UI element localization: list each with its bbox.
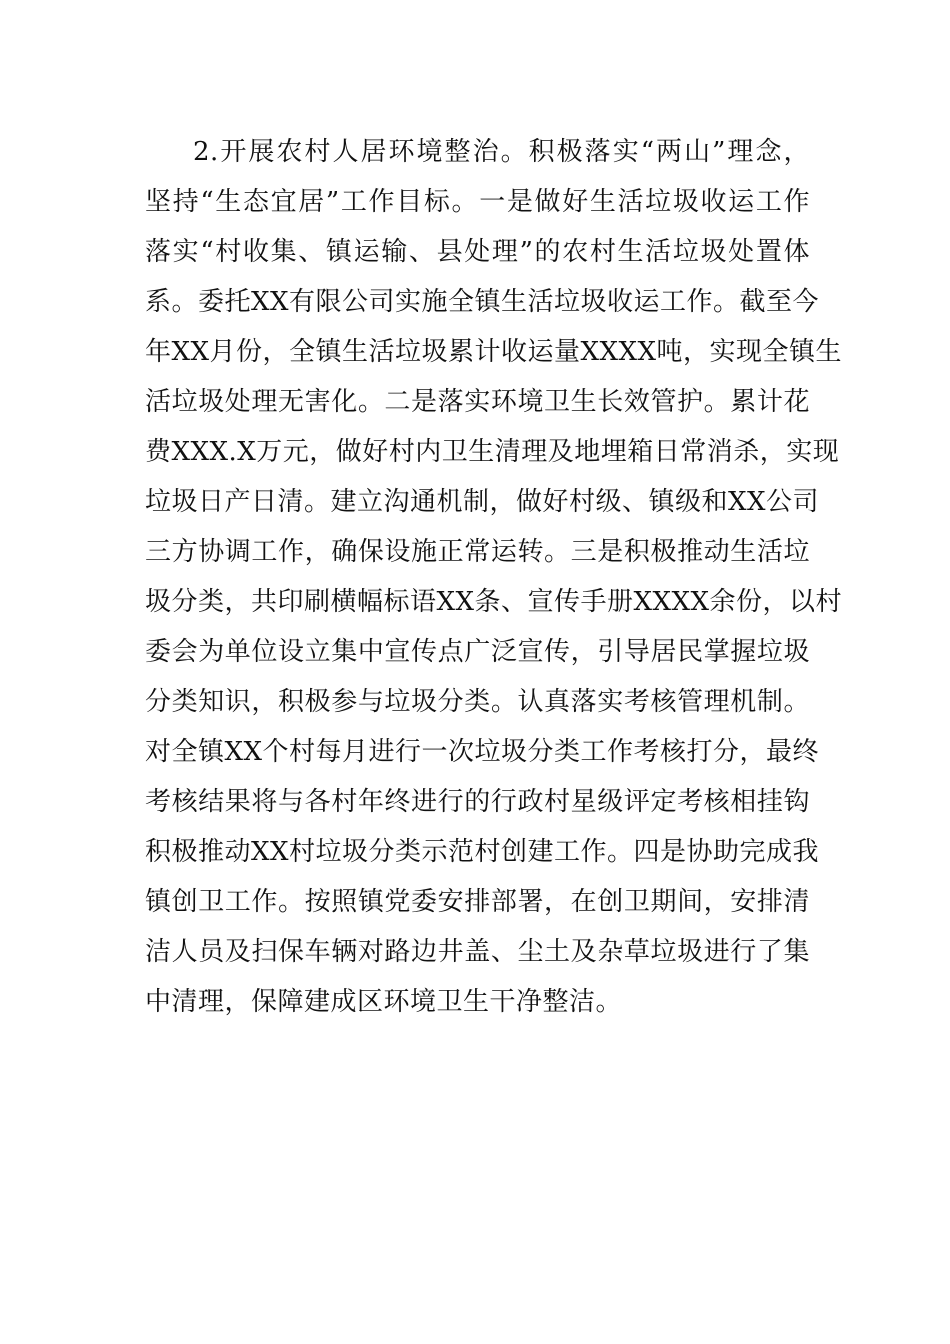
paragraph-line-2: 坚持“生态宜居”工作目标。一是做好生活垃圾收运工作 — [145, 187, 810, 217]
paragraph-line-8: 垃圾日产日清。建立沟通机制，做好村级、镇级和XX公司 — [145, 487, 820, 517]
paragraph-line-18: 中清理，保障建成区环境卫生干净整洁。 — [145, 987, 623, 1017]
paragraph-line-13: 对全镇XX个村每月进行一次垃圾分类工作考核打分，最终 — [145, 737, 820, 767]
paragraph-line-12: 分类知识，积极参与垃圾分类。认真落实考核管理机制。 — [145, 687, 810, 717]
paragraph-line-4: 系。委托XX有限公司实施全镇生活垃圾收运工作。截至今 — [145, 287, 820, 317]
paragraph-line-7: 费XXX.X万元，做好村内卫生清理及地埋箱日常消杀，实现 — [145, 437, 840, 467]
paragraph-line-1: 2.开展农村人居环境整治。积极落实“两山”理念， — [193, 137, 810, 167]
paragraph-line-11: 委会为单位设立集中宣传点广泛宣传，引导居民掌握垃圾 — [145, 637, 810, 667]
paragraph-line-5: 年XX月份，全镇生活垃圾累计收运量XXXX吨，实现全镇生 — [145, 337, 843, 367]
paragraph-line-17: 洁人员及扫保车辆对路边井盖、尘土及杂草垃圾进行了集 — [145, 937, 810, 967]
paragraph-line-6: 活垃圾处理无害化。二是落实环境卫生长效管护。累计花 — [145, 387, 810, 417]
paragraph-line-3: 落实“村收集、镇运输、县处理”的农村生活垃圾处置体 — [145, 237, 810, 267]
paragraph-line-16: 镇创卫工作。按照镇党委安排部署，在创卫期间，安排清 — [145, 887, 810, 917]
paragraph-line-10: 圾分类，共印刷横幅标语XX条、宣传手册XXXX余份，以村 — [145, 587, 843, 617]
paragraph-line-9: 三方协调工作，确保设施正常运转。三是积极推动生活垃 — [145, 537, 810, 567]
paragraph-line-14: 考核结果将与各村年终进行的行政村星级评定考核相挂钩 — [145, 787, 810, 817]
paragraph-line-15: 积极推动XX村垃圾分类示范村创建工作。四是协助完成我 — [145, 837, 820, 867]
body-paragraph — [145, 127, 843, 1027]
